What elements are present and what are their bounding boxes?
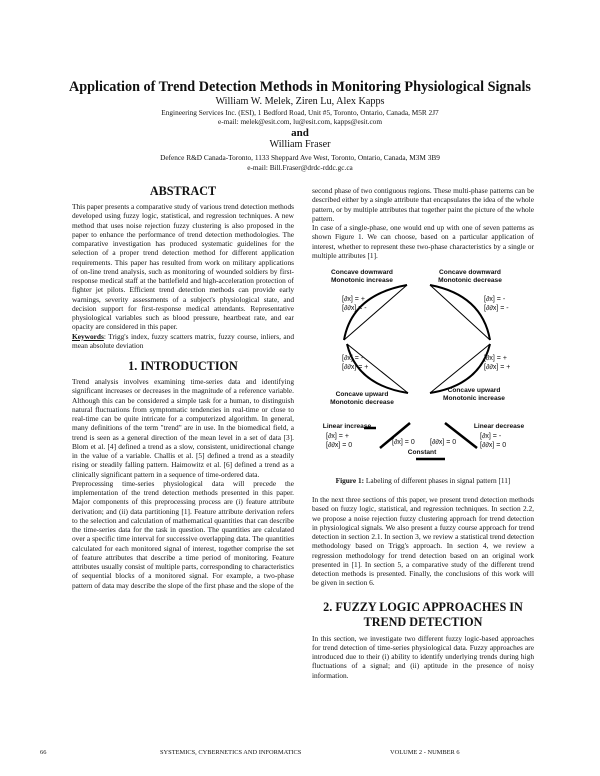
introduction-heading: 1. INTRODUCTION — [128, 359, 238, 373]
keywords-text: : Trigg's index, fuzzy scatters matrix, fuzzy course, inliers, and mean absolute deviation — [72, 331, 294, 350]
label-bl-1: Concave upward — [335, 391, 389, 398]
value-constant-dx: [∂x] = 0 — [392, 439, 415, 446]
figure-1 — [312, 265, 534, 463]
label-br — [424, 387, 524, 403]
affiliation-1-email: e-mail: melek@esit.com, lu@esit.com, kapps@esit.com — [217, 117, 383, 126]
right-paragraph-4: In this section, we investigate two different fuzzy logic-based approaches for trend detection of time-series physiological data. Fuzzy approaches are introduced due to their (i) ability to identify underlying trends during high fluctuations of a signal; and (ii) aptitude in the presence of noisy information. — [312, 633, 534, 680]
affiliation-1: Engineering Services Inc. (ESI), 1 Bedford Road, Unit #5, Toronto, Ontario, Canada, M5R 2J7 — [161, 108, 439, 117]
caption-label: Figure 1: — [335, 476, 365, 485]
values-ml — [342, 354, 368, 372]
label-linear-increase: Linear increase — [322, 423, 372, 430]
values-linear-increase — [326, 432, 352, 450]
label-tr — [420, 269, 520, 285]
label-linear-decrease: Linear decrease — [473, 423, 525, 430]
and-separator: and — [291, 127, 309, 139]
right-column-top — [312, 186, 534, 260]
label-tl — [312, 269, 412, 285]
affiliation-2-email: e-mail: Bill.Fraser@drdc-rddc.gc.ca — [247, 163, 353, 172]
value-ml-1: [∂x] = - — [342, 355, 364, 362]
label-tl-2: Monotonic increase — [331, 277, 393, 284]
label-br-1: Concave upward — [447, 387, 501, 394]
journal-volume: VOLUME 2 - NUMBER 6 — [390, 749, 460, 756]
author-list: William W. Melek, Ziren Lu, Alex Kapps — [215, 96, 385, 107]
section-2-heading-line-2: TREND DETECTION — [363, 614, 483, 629]
left-column — [72, 184, 294, 590]
label-tr-2: Monotonic decrease — [438, 277, 502, 284]
value-constant-ddx: [∂∂x] = 0 — [430, 439, 457, 446]
value-tr-1: [∂x] = - — [484, 296, 506, 303]
right-column-bottom — [312, 495, 534, 680]
values-mr — [484, 354, 510, 372]
value-tl-1: [∂x] = + — [342, 296, 365, 303]
value-ml-2: [∂∂x] = + — [342, 364, 369, 371]
label-tr-1: Concave downward — [439, 269, 501, 276]
label-bl-2: Monotonic decrease — [330, 399, 394, 406]
value-li-1: [∂x] = + — [326, 433, 349, 440]
journal-name: SYSTEMICS, CYBERNETICS AND INFORMATICS — [160, 749, 302, 756]
second-author: William Fraser — [269, 139, 331, 150]
keywords-line — [72, 332, 294, 351]
values-linear-decrease — [480, 432, 506, 450]
label-constant: Constant — [407, 449, 437, 456]
paper-title: Application of Trend Detection Methods in Monitoring Physiological Signals — [69, 79, 531, 95]
label-br-2: Monotonic increase — [443, 395, 505, 402]
value-ld-1: [∂x] = - — [480, 433, 502, 440]
page-number: 66 — [40, 749, 47, 756]
value-mr-1: [∂x] = + — [484, 355, 507, 362]
chord-tr — [430, 285, 490, 340]
chord-br — [430, 344, 490, 393]
right-paragraph-3: In the next three sections of this paper, we present trend detection methods based on fuzzy logic, statistical, and regression techniques. In section 2.2, we propose a noise rejection fuzzy clustering approach for trend detection in physiological signals. We also present a fuzzy course approach for trend detection in section 2.1. In section 3, we review a statistical trend detection methodology based on Trigg's approach. In section 4, we review a regression methodology for trend detection based on an original work presented in [1]. In section 5, a comparative study of the different trend detection methods is presented. Finally, the conclusions of this work will be given in section 6. — [312, 495, 534, 588]
abstract-body: This paper presents a comparative study of various trend detection methods developed using fuzzy logic, statistical, and regression techniques. A new method that uses noise rejection fuzzy clustering is also proposed in the paper to enhance the performance of trend detection methodologies. The comparative investigation has produced systematic guidelines for the selection of a proper trend detection method for different application requirements. This paper has resulted from work on military applications of on-line trend analysis, such as monitoring of wounded soldiers by first-response medical staff at the battlefield and high-acceleration protection of fighter jet pilots. Efficient trend detection methods can provide early warnings, severity assessments of a subject's physiological state, and decision support for first-response medical attendants. Representative physiological variables such as blood pressure, heartbeat rate, and ear opacity are considered in this paper. — [72, 202, 294, 332]
values-tl — [342, 295, 367, 313]
intro-paragraph-2: Preprocessing time-series physiological data will precede the implementation of the trend detection methods presented in this paper. Major components of this preprocessing process are (i) feature attribute derivation; and (ii) data partitioning [1]. Feature attribute derivation refers to the selection and calculation of mathematical quantities that can describe the time-series data for the task in question. The quantities are calculated over a specific time interval for successive overlapping data. The quantities calculated for each monitored signal of interest, together comprise the set of feature attributes that describe a time period of monitoring. Feature attributes usually consist of multiple parts, corresponding to characteristics of sequential blocks of a monitored signal. For example, a two-phase pattern of data may describe the slope of the first phase and the slope of the — [72, 478, 294, 590]
section-2-heading — [312, 600, 534, 630]
value-mr-2: [∂∂x] = + — [484, 364, 511, 371]
intro-paragraph-1: Trend analysis involves examining time-series data and identifying significant increases or decreases in the magnitude of a reference variable. Although this can be considered a simple task for a human, to distinguish natural fluctuations from symptomatic tendencies in real-time or close to real-time can be quite intricate for a computerized algorithm. In general, many definitions of the term "trend" are in use. In the biomedical field, a trend is seen as a general direction of the mean level in a set of data [3]. Blom et al. [4] defined a trend as a slow, consistent, unidirectional change in the value of a variable. Challis et al. [5] defined a trend as a steadily rising or steadily falling pattern. Haimowitz et al. [6] defined a trend as a clinically significant pattern in a sequence of time-ordered data. — [72, 377, 294, 479]
value-li-2: [∂∂x] = 0 — [326, 442, 353, 449]
keywords-label: Keywords — [72, 331, 104, 341]
right-paragraph-1: second phase of two contiguous regions. These multi-phase patterns can be described either by a single attribute that encapsulates the idea of the whole pattern, or by multiple attributes that together paint the picture of the whole pattern. — [312, 186, 534, 223]
section-2-heading-line-1: 2. FUZZY LOGIC APPROACHES IN — [323, 599, 523, 614]
label-tl-1: Concave downward — [331, 269, 393, 276]
right-paragraph-2: In case of a single-phase, one would end up with one of seven patterns as shown Figure 1. We can choose, based on a particular application of interest, whether to represent these two-phase characteristics by a single or multiple attributes [1]. — [312, 223, 534, 260]
figure-1-caption — [312, 476, 534, 485]
value-tl-2: [∂∂x] = - — [342, 305, 367, 312]
affiliation-2: Defence R&D Canada-Toronto, 1133 Sheppard Ave West, Toronto, Ontario, Canada, M3M 3B9 — [160, 153, 440, 162]
value-tr-2: [∂∂x] = - — [484, 305, 509, 312]
values-tr — [484, 295, 509, 313]
caption-text: Labeling of different phases in signal pattern [11] — [364, 476, 511, 485]
value-ld-2: [∂∂x] = 0 — [480, 442, 507, 449]
abstract-heading: ABSTRACT — [149, 184, 217, 198]
label-bl — [312, 391, 412, 407]
